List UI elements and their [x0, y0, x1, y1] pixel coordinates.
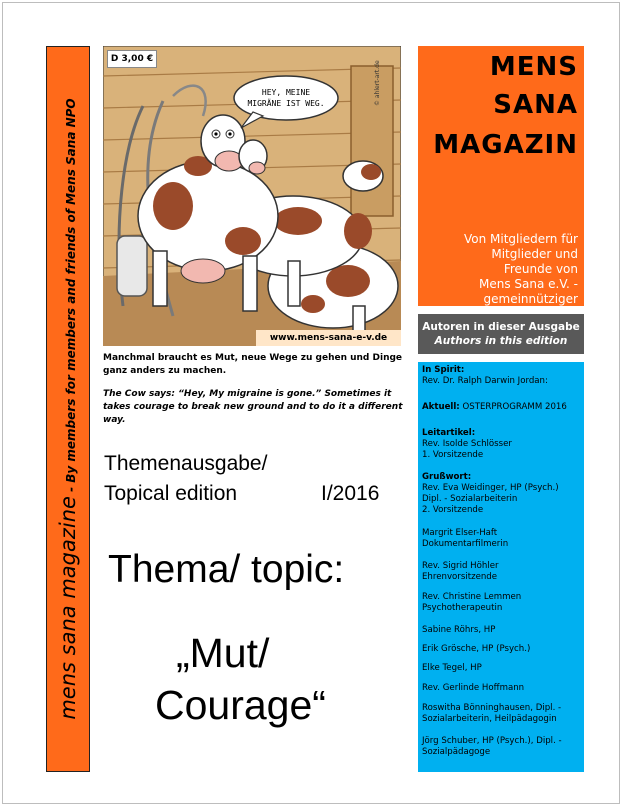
edition-line-1: Themenausgabe/ [104, 452, 268, 475]
author-role: Ehrenvorsitzende [422, 572, 498, 582]
masthead-subtitle-line: Mens Sana e.V. - [479, 277, 578, 291]
author-entry [422, 561, 499, 583]
masthead-subtitle [428, 232, 578, 322]
masthead-line-2: SANA [493, 90, 578, 120]
author-entry [422, 683, 524, 694]
author-name: OSTERPROGRAMM 2016 [459, 402, 567, 412]
price-tag: D 3,00 € [107, 50, 157, 68]
author-section-label: Leitartikel: [422, 428, 476, 438]
author-name: Rev. Christine Lemmen [422, 592, 522, 602]
topic-label: Thema/ topic: [108, 548, 345, 591]
author-role: 1. Vorsitzende [422, 450, 484, 460]
author-section-label: Aktuell: [422, 402, 460, 412]
side-banner [46, 46, 90, 772]
author-entry [422, 528, 508, 550]
author-entry [422, 365, 548, 387]
author-name: Elke Tegel, HP [422, 663, 482, 673]
author-entry [422, 625, 495, 636]
edition-number: I/2016 [321, 482, 380, 505]
author-entry [422, 663, 482, 674]
author-role: Sozialarbeiterin, Heilpädagogin [422, 714, 557, 724]
speech-bubble-line-2: MIGRÄNE IST WEG. [247, 99, 325, 108]
author-name: Sabine Röhrs, HP [422, 625, 496, 635]
side-banner-title: mens sana magazine [56, 496, 80, 720]
masthead-line-3: MAGAZIN [433, 130, 578, 160]
authors-header [418, 314, 584, 354]
author-role: Dokumentarfilmerin [422, 539, 509, 549]
topic-title-line-1: „Mut/ [176, 630, 270, 676]
author-entry [422, 644, 530, 655]
side-banner-subtitle: - By members for members and friends of Mens Sana NPO [64, 98, 78, 497]
author-name: Roswitha Bönninghausen, Dipl. - [422, 703, 562, 713]
author-name: Rev. Dr. Ralph Darwin Jordan: [422, 376, 548, 386]
masthead-subtitle-line: Mitglieder und [491, 247, 578, 261]
author-entry [422, 472, 559, 516]
artist-signature: © ahlert-art.de [374, 60, 381, 106]
author-role: Sozialpädagoge [422, 747, 491, 757]
masthead-line-1: MENS [489, 52, 578, 82]
author-name: Rev. Eva Weidinger, HP (Psych.) [422, 483, 559, 493]
author-name: Rev. Sigrid Höhler [422, 561, 499, 571]
author-section-label: Grußwort: [422, 472, 472, 482]
topic-title-line-2: Courage“ [155, 682, 326, 728]
masthead-subtitle-line: gemeinnütziger [483, 292, 578, 306]
masthead-subtitle-line: Von Mitgliedern für [463, 232, 578, 246]
authors-list [418, 362, 584, 772]
author-name: Erik Grösche, HP (Psych.) [422, 644, 531, 654]
author-entry [422, 736, 562, 758]
edition-line-2: Topical edition [104, 482, 238, 505]
author-section-label: In Spirit: [422, 365, 465, 375]
author-entry [422, 428, 512, 461]
author-name: Rev. Isolde Schlösser [422, 439, 512, 449]
website-url[interactable]: www.mens-sana-e-v.de [256, 330, 401, 346]
author-name: Rev. Gerlinde Hoffmann [422, 683, 525, 693]
author-role: 2. Vorsitzende [422, 505, 484, 515]
author-name: Jörg Schuber, HP (Psych.), Dipl. - [422, 736, 562, 746]
author-role: Psychotherapeutin [422, 603, 503, 613]
author-entry [422, 703, 561, 725]
caption-english: The Cow says: “Hey, My migraine is gone.” Sometimes it takes courage to break new ground and to do it a different way. [103, 389, 403, 425]
author-name: Margrit Elser-Haft [422, 528, 498, 538]
speech-bubble-line-1: HEY, MEINE [261, 88, 311, 97]
authors-header-en: Authors in this edition [434, 335, 568, 347]
side-banner-text [56, 98, 80, 719]
caption-german: Manchmal braucht es Mut, neue Wege zu gehen und Dinge ganz anders zu machen. [103, 353, 403, 376]
authors-header-de: Autoren in dieser Ausgabe [422, 321, 580, 333]
masthead-subtitle-line: Freunde von [503, 262, 578, 276]
author-entry [422, 592, 521, 614]
cover-cartoon-image [103, 46, 401, 346]
author-entry [422, 402, 567, 413]
masthead-box [418, 46, 584, 306]
author-role: Dipl. - Sozialarbeiterin [422, 494, 518, 504]
